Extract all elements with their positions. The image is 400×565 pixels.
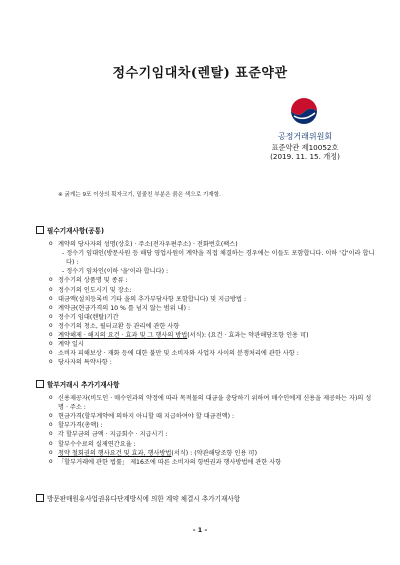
bullet-icon: o	[49, 422, 53, 429]
list-item	[36, 322, 376, 331]
bullet-icon: o	[49, 395, 53, 402]
bullet-icon: o	[49, 440, 53, 447]
bullet-icon: o	[49, 350, 53, 357]
bullet-icon: o	[49, 295, 53, 302]
item-text: 신용제공자(비도인 · 매수인과의 약정에 따라 목적물의 대금을 충당하기 위하여 매수인에게 신용을 제공하는 자)의 성명 · 주소 :	[58, 395, 372, 412]
item-text: 계약금(현금가격의 10 % 를 넘지 않는 범위 내) :	[58, 304, 191, 312]
section-items	[36, 240, 376, 367]
bullet-icon: o	[49, 304, 53, 311]
document-number: 표준약관 제10052호	[271, 142, 339, 152]
item-text: 정수기 임대(렌탈)기간	[58, 313, 119, 321]
list-item	[36, 458, 376, 467]
list-item	[36, 349, 376, 358]
bullet-icon: o	[49, 286, 53, 293]
underlined-text: 청약 철회권의 행사요건 및 효과, 행사방법	[58, 449, 172, 457]
organization-name: 공정거래위원회	[277, 132, 333, 141]
item-text: 정수기의 상품명 및 종류 :	[58, 277, 128, 285]
section-required-common	[36, 226, 376, 367]
list-item	[36, 240, 376, 249]
bullet-icon: o	[49, 359, 53, 366]
item-text: 소비자 피해보상 · 재화 등에 대한 불만 및 소비자와 사업자 사이의 분쟁처리에 관한 사항 :	[58, 350, 299, 358]
list-item	[36, 313, 376, 322]
item-text: 계약 일시	[58, 341, 84, 349]
page-number: - 1 -	[192, 526, 208, 534]
item-text: 각 할부금의 금액 · 지급회수 · 지급시기 :	[58, 431, 168, 439]
item-text: 정수기의 청소, 필터교환 등 관리에 관한 사항	[58, 322, 180, 330]
checkbox-icon	[36, 494, 44, 502]
list-item	[36, 340, 376, 349]
government-emblem-icon	[288, 96, 320, 128]
item-text: 현금가격(할부계약에 의하지 아니할 때 지급하여야 할 대금전액) :	[58, 413, 235, 421]
item-text: 「할부거래에 관한 법률」 제16조에 따른 소비자의 항변권과 행사방법에 관한 사항	[58, 458, 282, 466]
item-text: (서식): (요건 · 효과는 약관해당조항 인용 可)	[187, 332, 309, 340]
bullet-icon: o	[49, 241, 53, 248]
list-item	[36, 430, 376, 439]
instruction-note: ※ 굵게는 9포 이상의 획자크기, 밑줄친 부분은 붉은 색으로 기재할.	[58, 192, 221, 198]
bullet-icon: o	[49, 413, 53, 420]
list-item	[36, 421, 376, 430]
list-subitem: - 정수기 임차인(이하 '을'이라 합니다) :	[62, 268, 169, 276]
organization-block	[258, 132, 352, 162]
list-subitem: - 정수기 임대인(방문사원 등 해당 영업사원이 계약을 직접 체결하는 경우에는 이들도 포함합니다. 이하 '갑'이라 합니다) :	[62, 250, 375, 267]
item-text: 정수기의 인도시기 및 장소:	[58, 286, 132, 294]
list-item	[36, 358, 376, 367]
underlined-text: 계약해제 · 해지의 요건 · 효과 및 그 행사의 방법	[58, 332, 188, 340]
list-item	[36, 304, 376, 313]
bullet-icon: o	[49, 313, 53, 320]
bullet-icon: o	[49, 332, 53, 339]
list-item	[36, 276, 376, 285]
revision-date: (2019. 11. 15. 개정)	[270, 152, 340, 161]
item-text: 할부수수료의 실제연간요율 :	[58, 440, 136, 448]
list-item	[36, 412, 376, 421]
bullet-icon: o	[49, 449, 53, 456]
document-title: 정수기임대차(렌탈) 표준약관	[112, 66, 288, 81]
bullet-icon: o	[49, 277, 53, 284]
section-title: 방문판매원유사업권유다단계방식에 의한 계약 체결시 추가기재사항	[47, 495, 241, 503]
section-title: 필수기재사항(공통)	[36, 226, 376, 236]
section-door-to-door	[36, 493, 240, 503]
list-item	[36, 286, 376, 295]
bullet-icon: o	[49, 341, 53, 348]
bullet-icon: o	[49, 458, 53, 465]
item-text: 대금액(설치등록비 기타 을의 추가부담사항 포함합니다) 및 지급방법 :	[58, 295, 247, 303]
section-installment	[36, 380, 376, 467]
checkbox-icon	[36, 226, 44, 234]
bullet-icon: o	[49, 322, 53, 329]
list-item	[36, 449, 376, 458]
section-title: 할부거래시 추가기재사항	[36, 380, 376, 390]
list-item	[36, 331, 376, 340]
section-items	[36, 394, 376, 467]
item-text: 할부가격(총액) :	[58, 422, 103, 430]
item-text: (서식) : (약관해당조항 인용 可)	[171, 449, 257, 457]
bullet-icon: o	[49, 431, 53, 438]
list-item	[36, 295, 376, 304]
checkbox-icon	[36, 380, 44, 388]
list-item	[36, 440, 376, 449]
list-item	[36, 394, 376, 412]
item-text: 당사자의 특약사항 :	[58, 359, 112, 367]
item-text: 계약의 당사자의 성명(상호) · 주소(전자우편주소) · 전화번호(팩스)	[58, 241, 238, 249]
